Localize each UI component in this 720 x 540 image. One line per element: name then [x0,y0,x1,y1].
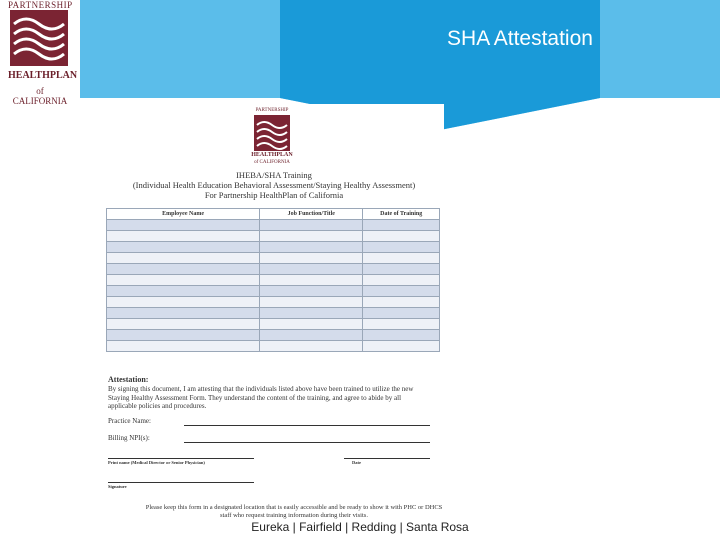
table-body [107,220,440,352]
table-cell [363,330,440,341]
table-cell [260,242,363,253]
table-row [107,308,440,319]
table-cell [363,286,440,297]
phc-logo [8,0,78,106]
print-name-label: Print name (Medical Director or Senior Physician) [108,460,205,465]
form-logo [250,108,294,168]
table-cell [260,220,363,231]
table-row [107,341,440,352]
table-cell [107,330,260,341]
table-cell [363,308,440,319]
logo-top-text: PARTNERSHIP [8,0,73,10]
column-header-employee-name: Employee Name [107,209,260,220]
table-cell [260,330,363,341]
form-logo-top-text: PARTNERSHIP [255,108,289,113]
logo-middle-text: HEALTHPLAN [8,70,78,81]
table-cell [107,220,260,231]
table-cell [363,253,440,264]
table-cell [260,341,363,352]
table-cell [363,264,440,275]
date-label: Date [352,460,361,465]
table-row [107,319,440,330]
table-row [107,231,440,242]
table-row [107,330,440,341]
table-cell [107,242,260,253]
table-cell [260,286,363,297]
billing-npi-label: Billing NPI(s): [108,434,150,442]
table-row [107,253,440,264]
attestation-form [104,104,444,524]
practice-name-label: Practice Name: [108,417,151,425]
table-cell [260,297,363,308]
table-cell [363,275,440,286]
logo-emblem-icon [10,10,68,66]
table-cell [363,319,440,330]
attestation-heading: Attestation: [108,375,149,384]
signature-line [108,482,254,483]
table-row [107,220,440,231]
signature-label: Signature [108,484,127,489]
table-row [107,286,440,297]
page-title: SHA Attestation [447,27,593,50]
table-cell [363,297,440,308]
table-cell [260,231,363,242]
table-cell [363,231,440,242]
form-title-line3: For Partnership HealthPlan of California [204,190,344,200]
table-cell [363,341,440,352]
form-title [104,170,444,200]
table-row [107,264,440,275]
form-logo-emblem-icon [254,115,290,151]
table-cell [107,319,260,330]
column-header-job-function: Job Function/Title [260,209,363,220]
training-table [106,208,440,352]
table-row [107,297,440,308]
table-cell [260,253,363,264]
table-cell [107,253,260,264]
practice-name-line [184,425,430,426]
form-note: Please keep this form in a designated location that is easily accessible and be ready to show it with PHC or DHCS staff who request training information during their visits. [145,504,443,519]
billing-npi-line [184,442,430,443]
table-cell [107,308,260,319]
table-cell [107,286,260,297]
table-row [107,275,440,286]
table-cell [260,319,363,330]
form-title-line2: (Individual Health Education Behavioral Assessment/Staying Healthy Assessment) [132,180,416,190]
form-logo-middle-text: HEALTHPLAN [251,152,293,158]
print-name-line [108,458,254,459]
date-line [344,458,430,459]
table-cell [107,275,260,286]
table-row [107,242,440,253]
table-cell [363,220,440,231]
footer-locations: Eureka | Fairfield | Redding | Santa Rosa [251,520,469,534]
table-cell [107,231,260,242]
table-cell [260,264,363,275]
table-cell [107,341,260,352]
table-cell [107,264,260,275]
attestation-text: By signing this document, I am attesting that the individuals listed above have been trained to utilize the new Staying Healthy Assessment Form. They understand the content of the training, and agree to abide by all applicable policies and procedures. [108,385,414,410]
table-cell [107,297,260,308]
form-title-line1: IHEBA/SHA Training [236,170,312,180]
form-logo-bottom-text: of CALIFORNIA [254,160,290,165]
logo-bottom-text: of CALIFORNIA [12,86,68,106]
column-header-date-of-training: Date of Training [363,209,440,220]
table-cell [260,275,363,286]
table-cell [363,242,440,253]
table-cell [260,308,363,319]
